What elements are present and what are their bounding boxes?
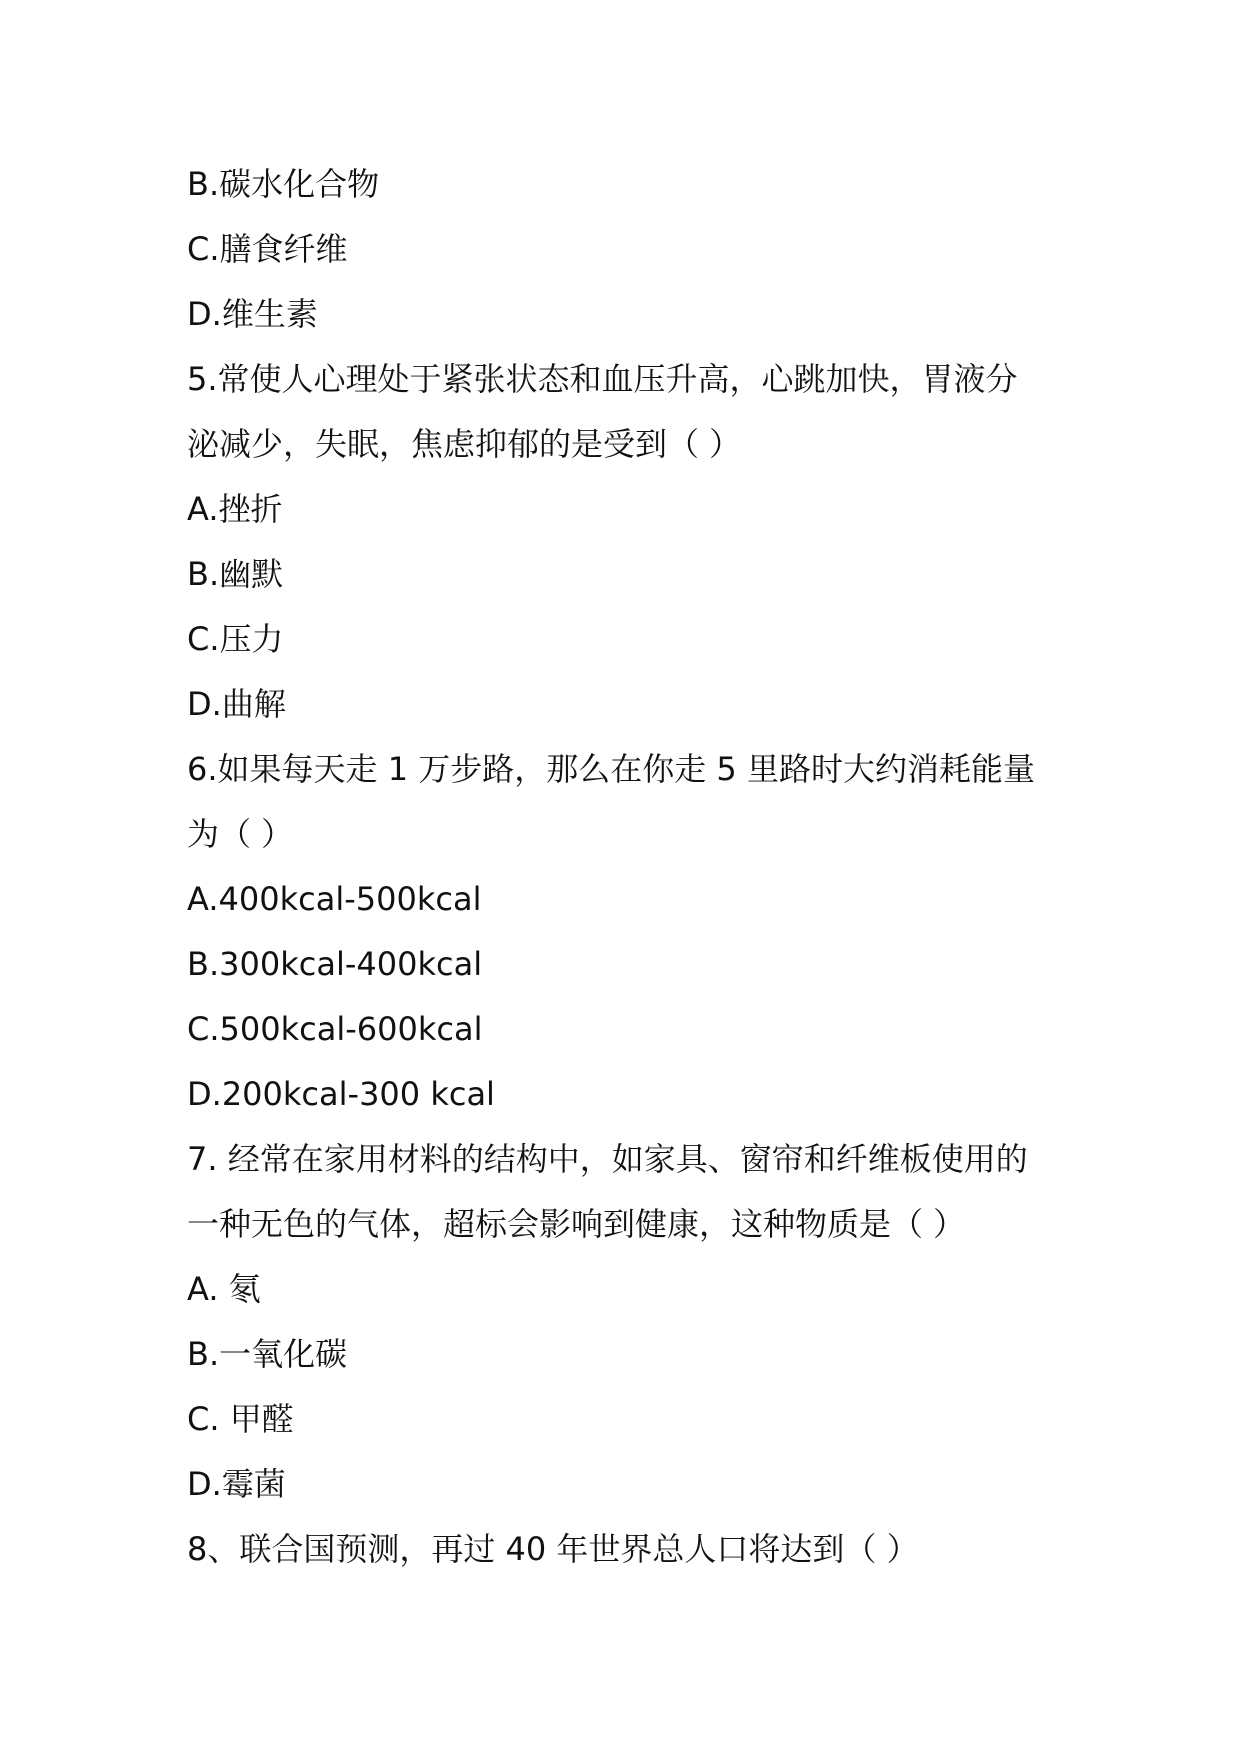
option-q7-d: D.霉菌 [187,1465,286,1503]
option-q7-c: C. 甲醛 [187,1400,294,1438]
option-q7-b: B.一氧化碳 [187,1335,348,1373]
option-q4-b: B.碳水化合物 [187,165,380,203]
option-q5-a: A.挫折 [187,490,283,528]
option-q6-d: D.200kcal-300 kcal [187,1075,495,1113]
question-8-line-1: 8、联合国预测，再过 40 年世界总人口将达到（ ） [187,1530,919,1568]
question-6-line-1: 6.如果每天走 1 万步路，那么在你走 5 里路时大约消耗能量 [187,750,1035,788]
option-q7-a: A. 氡 [187,1270,261,1308]
option-q5-c: C.压力 [187,620,284,658]
question-5-line-1: 5.常使人心理处于紧张状态和血压升高，心跳加快，胃液分 [187,360,1018,398]
option-q6-a: A.400kcal-500kcal [187,880,482,918]
option-q4-d: D.维生素 [187,295,318,333]
option-q4-c: C.膳食纤维 [187,230,348,268]
option-q6-c: C.500kcal-600kcal [187,1010,483,1048]
question-7-line-1: 7. 经常在家用材料的结构中，如家具、窗帘和纤维板使用的 [187,1140,1028,1178]
option-q5-d: D.曲解 [187,685,286,723]
option-q5-b: B.幽默 [187,555,284,593]
question-text-body [187,152,1067,1582]
question-7-line-2: 一种无色的气体，超标会影响到健康，这种物质是（ ） [187,1205,966,1243]
question-6-line-2: 为（ ） [187,815,294,853]
option-q6-b: B.300kcal-400kcal [187,945,483,983]
question-5-line-2: 泌减少，失眠，焦虑抑郁的是受到（ ） [187,425,742,463]
